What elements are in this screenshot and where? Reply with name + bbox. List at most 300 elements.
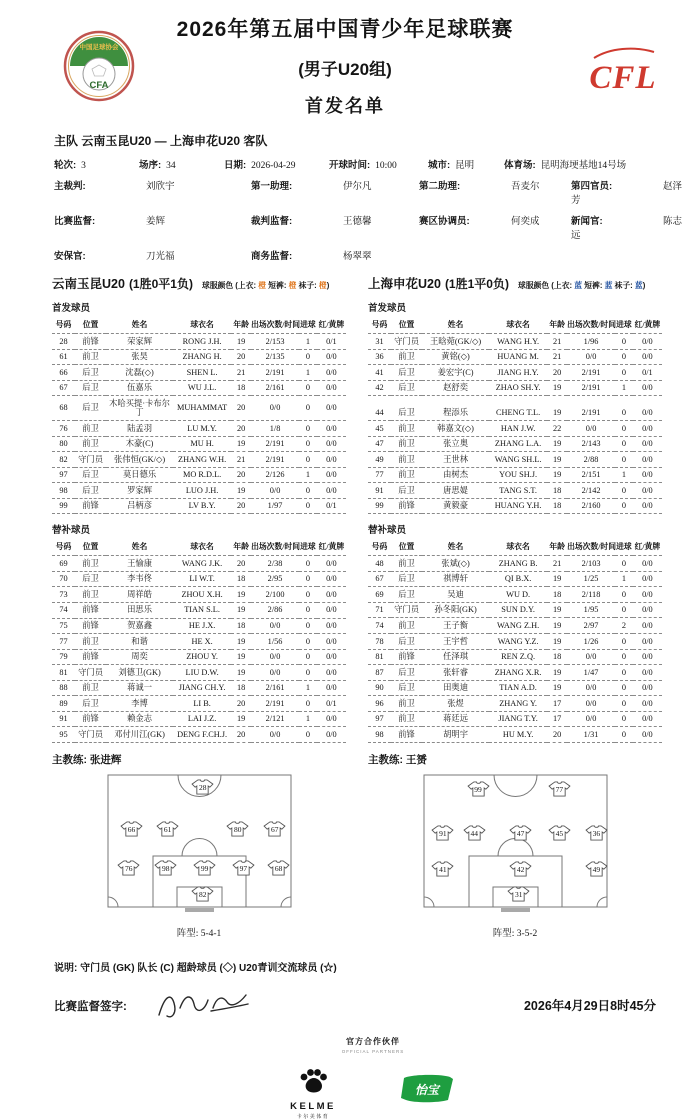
- cell-pos: 后卫: [391, 571, 422, 587]
- col-header: 号码: [52, 539, 75, 556]
- cell-age: 21: [231, 452, 251, 468]
- cell-name: 黄铭(◇): [422, 349, 489, 365]
- info-value: 杨翠翠: [343, 252, 372, 262]
- cell-num: 44: [368, 396, 391, 421]
- player-jersey: [153, 858, 178, 878]
- player-row: [368, 334, 662, 350]
- cell-goals: 1: [299, 365, 317, 381]
- cell-num: 42: [368, 380, 391, 396]
- info-label: 比赛监督:: [54, 216, 96, 227]
- cell-num: 69: [52, 556, 75, 572]
- formation-line: [368, 925, 662, 939]
- kit-socks-color: 蓝: [634, 281, 643, 290]
- player-row: [368, 696, 662, 712]
- col-header: 出场次数/时间: [251, 539, 299, 556]
- jersey-number: 36: [592, 829, 601, 839]
- cell-name: 木豪(C): [106, 436, 173, 452]
- cell-num: 47: [368, 436, 391, 452]
- cell-jersey: WU D.: [489, 587, 547, 603]
- cell-jersey: HAN J.W.: [489, 421, 547, 437]
- cell-pos: 后卫: [391, 634, 422, 650]
- info-value: 赵泽芳: [571, 182, 683, 206]
- player-jersey: [266, 858, 291, 878]
- roster-table: [52, 539, 346, 742]
- cell-cards: 0/0: [317, 483, 346, 499]
- cell-num: 68: [52, 396, 75, 421]
- cell-age: 19: [547, 680, 567, 696]
- info-label: 场序:: [139, 160, 162, 171]
- jersey-number: 41: [439, 865, 447, 875]
- player-jersey: [462, 823, 487, 843]
- cell-pos: 前卫: [75, 587, 106, 603]
- page-subtitle-group: (男子U20组): [298, 60, 392, 79]
- cell-apps: 0/0: [567, 349, 615, 365]
- cell-goals: 1: [615, 467, 633, 483]
- cell-num: 41: [368, 365, 391, 381]
- team-record: (1胜1平0负): [444, 277, 509, 291]
- formation-pitch-wrap: [52, 774, 346, 914]
- cell-apps: 2/191: [251, 452, 299, 468]
- jersey-number: 28: [198, 782, 207, 792]
- col-header: 号码: [368, 317, 391, 334]
- player-jersey: [116, 858, 141, 878]
- player-row: [52, 680, 346, 696]
- cell-jersey: LIU D.W.: [173, 665, 231, 681]
- cell-name: 莫日德乐: [106, 467, 173, 483]
- cell-apps: 2/191: [567, 396, 615, 421]
- cell-cards: 0/0: [633, 380, 662, 396]
- cell-name: 沈磊(◇): [106, 365, 173, 381]
- cell-goals: 0: [615, 421, 633, 437]
- player-row: [368, 396, 662, 421]
- info-label: 体育场:: [504, 160, 536, 171]
- formation-value: 3-5-2: [516, 928, 538, 939]
- player-jersey: [192, 858, 217, 878]
- player-jersey: [430, 823, 455, 843]
- cell-name: 周奕: [106, 649, 173, 665]
- cell-num: 67: [368, 571, 391, 587]
- cell-goals: 0: [615, 396, 633, 421]
- jersey-number: 80: [234, 825, 242, 835]
- cell-pos: 后卫: [391, 396, 422, 421]
- cell-jersey: WANG Z.H.: [489, 618, 547, 634]
- cell-num: 98: [368, 727, 391, 743]
- player-jersey: [231, 858, 256, 878]
- col-header: 号码: [368, 539, 391, 556]
- cell-name: 周祥皓: [106, 587, 173, 603]
- cell-num: 45: [368, 421, 391, 437]
- cell-goals: 0: [299, 421, 317, 437]
- cell-jersey: ZHOU Y.: [173, 649, 231, 665]
- col-header: 红/黄牌: [633, 317, 662, 334]
- header-row: [368, 317, 662, 334]
- col-header: 出场次数/时间: [567, 317, 615, 334]
- coach-line: [368, 752, 662, 767]
- col-header: 进球: [615, 539, 633, 556]
- kit-colors: 球服颜色 (上衣: 蓝 短裤: 蓝 袜子: 蓝): [517, 281, 646, 290]
- official-pair: [571, 213, 690, 241]
- cell-age: 22: [547, 421, 567, 437]
- cell-cards: 0/0: [633, 680, 662, 696]
- official-pair: [54, 248, 251, 262]
- info-label: 第四官员:: [571, 181, 613, 192]
- cell-jersey: ZHANG B.: [489, 556, 547, 572]
- col-header: 年龄: [231, 317, 251, 334]
- cell-goals: 0: [299, 556, 317, 572]
- cell-cards: 0/0: [317, 711, 346, 727]
- cell-jersey: DENG F.CH.J.: [173, 727, 231, 743]
- cell-cards: 0/0: [317, 452, 346, 468]
- cell-age: 21: [231, 365, 251, 381]
- col-header: 姓名: [106, 317, 173, 334]
- match-info-line: [54, 157, 690, 171]
- cell-cards: 0/0: [633, 727, 662, 743]
- teams-section: [0, 274, 690, 939]
- official-pair: [54, 213, 251, 241]
- formation-label: 阵型:: [176, 928, 199, 939]
- coach-label: 主教练:: [368, 753, 403, 766]
- player-row: [52, 396, 346, 421]
- player-row: [368, 602, 662, 618]
- col-header: 红/黄牌: [317, 317, 346, 334]
- match-info-pair: [504, 157, 626, 171]
- officials-row: [54, 248, 690, 262]
- cell-goals: 0: [299, 498, 317, 514]
- cell-goals: 0: [299, 665, 317, 681]
- cell-pos: 守门员: [75, 665, 106, 681]
- cell-jersey: QI B.X.: [489, 571, 547, 587]
- info-label: 新闻官:: [571, 216, 603, 227]
- cell-age: 18: [547, 498, 567, 514]
- matchup-line: 主队 云南玉昆U20 — 上海申花U20 客队: [54, 134, 268, 148]
- yibao-wordmark: 怡宝: [414, 1082, 439, 1097]
- cell-apps: 0/0: [567, 696, 615, 712]
- cell-age: 19: [547, 467, 567, 483]
- cell-age: 20: [231, 467, 251, 483]
- cell-pos: 前卫: [75, 421, 106, 437]
- cell-name: 张煜: [422, 696, 489, 712]
- cell-pos: 后卫: [391, 665, 422, 681]
- cell-cards: 0/0: [633, 571, 662, 587]
- formation-pitch: [107, 774, 292, 914]
- cell-pos: 前卫: [75, 634, 106, 650]
- team-header: [368, 274, 662, 292]
- info-value: 姜辉: [146, 217, 166, 227]
- cell-jersey: MUHAMMAT: [173, 396, 231, 421]
- cell-goals: 0: [299, 618, 317, 634]
- cell-age: 20: [231, 396, 251, 421]
- cell-name: 姜宏宇(C): [422, 365, 489, 381]
- player-row: [368, 483, 662, 499]
- roster-table: [368, 317, 662, 514]
- kit-colors: 球服颜色 (上衣: 橙 短裤: 橙 袜子: 橙): [201, 281, 330, 290]
- cell-goals: 0: [299, 649, 317, 665]
- cell-num: 76: [52, 421, 75, 437]
- cell-jersey: HU M.Y.: [489, 727, 547, 743]
- cell-age: 20: [231, 421, 251, 437]
- col-header: 球衣名: [489, 317, 547, 334]
- cell-goals: 0: [299, 380, 317, 396]
- col-header: 位置: [75, 539, 106, 556]
- info-value: 伊尔凡: [343, 182, 372, 192]
- cell-num: 61: [52, 349, 75, 365]
- cell-apps: 2/103: [567, 556, 615, 572]
- cell-goals: 0: [615, 696, 633, 712]
- cell-goals: 0: [615, 665, 633, 681]
- cell-apps: 2/191: [251, 436, 299, 452]
- cell-name: 程添乐: [422, 396, 489, 421]
- cell-cards: 0/0: [633, 421, 662, 437]
- cell-name: 贺嘉鑫: [106, 618, 173, 634]
- cell-goals: 0: [299, 727, 317, 743]
- info-label: 主裁判:: [54, 181, 86, 192]
- cell-goals: 0: [299, 587, 317, 603]
- cell-jersey: TIAN A.D.: [489, 680, 547, 696]
- cell-age: 19: [547, 571, 567, 587]
- cell-name: 赵舒奕: [422, 380, 489, 396]
- cell-name: 和谐: [106, 634, 173, 650]
- player-jersey: [119, 819, 144, 839]
- jersey-number: 42: [516, 865, 525, 875]
- cell-name: 张轩睿: [422, 665, 489, 681]
- cell-cards: 0/0: [317, 649, 346, 665]
- cell-jersey: LAI J.Z.: [173, 711, 231, 727]
- player-jersey: [430, 859, 455, 879]
- cell-num: 74: [52, 602, 75, 618]
- info-label: 安保官:: [54, 251, 86, 262]
- cell-cards: 0/0: [317, 571, 346, 587]
- officials-block: [54, 178, 690, 262]
- cell-goals: 0: [299, 436, 317, 452]
- roster-table: [368, 539, 662, 742]
- info-label: 赛区协调员:: [419, 216, 470, 227]
- col-header: 进球: [299, 317, 317, 334]
- partners-subtitle: OFFICIAL PARTNERS: [341, 1048, 405, 1054]
- cell-num: 89: [52, 696, 75, 712]
- cell-name: 任泽琪: [422, 649, 489, 665]
- cell-pos: 前锋: [75, 334, 106, 350]
- cell-age: 19: [231, 634, 251, 650]
- player-row: [52, 665, 346, 681]
- cell-name: 木哈买提·卡布尔丁: [106, 396, 173, 421]
- cell-num: 77: [368, 467, 391, 483]
- cell-age: 19: [547, 634, 567, 650]
- cell-num: 81: [52, 665, 75, 681]
- player-jersey: [190, 777, 215, 797]
- player-row: [368, 727, 662, 743]
- team-name: 上海申花U20: [368, 277, 441, 291]
- cell-name: 伍嘉乐: [106, 380, 173, 396]
- player-row: [368, 498, 662, 514]
- cell-name: 王晗菀(GK/◇): [422, 334, 489, 350]
- cell-pos: 前锋: [75, 711, 106, 727]
- cell-cards: 0/0: [317, 556, 346, 572]
- cell-goals: 1: [299, 467, 317, 483]
- cell-age: 20: [231, 349, 251, 365]
- cell-num: 79: [52, 649, 75, 665]
- cell-jersey: ZHANG W.H.: [173, 452, 231, 468]
- cell-name: 赖金志: [106, 711, 173, 727]
- col-header: 姓名: [422, 539, 489, 556]
- cell-apps: 0/0: [251, 649, 299, 665]
- info-value: 10:00: [375, 161, 397, 171]
- cell-pos: 后卫: [75, 571, 106, 587]
- cell-goals: 2: [615, 618, 633, 634]
- info-value: 吾麦尔: [511, 182, 540, 192]
- cell-cards: 0/1: [633, 365, 662, 381]
- cell-num: 99: [368, 498, 391, 514]
- col-header: 号码: [52, 317, 75, 334]
- cell-goals: 0: [299, 602, 317, 618]
- cell-cards: 0/0: [633, 665, 662, 681]
- cell-num: 28: [52, 334, 75, 350]
- jersey-number: 67: [271, 825, 279, 835]
- cell-num: 87: [368, 665, 391, 681]
- coach-label: 主教练:: [52, 753, 87, 766]
- col-header: 出场次数/时间: [567, 539, 615, 556]
- cell-name: 田奥迪: [422, 680, 489, 696]
- player-row: [52, 556, 346, 572]
- player-row: [368, 421, 662, 437]
- cell-apps: 2/160: [567, 498, 615, 514]
- cell-goals: 1: [615, 380, 633, 396]
- player-row: [52, 349, 346, 365]
- player-jersey: [225, 819, 250, 839]
- cell-jersey: MO R.D.L.: [173, 467, 231, 483]
- cell-age: 21: [547, 334, 567, 350]
- cell-name: 陆孟羽: [106, 421, 173, 437]
- info-label: 城市:: [428, 160, 451, 171]
- cell-cards: 0/0: [633, 467, 662, 483]
- cell-age: 20: [231, 498, 251, 514]
- col-header: 位置: [391, 539, 422, 556]
- match-info-pair: [54, 157, 139, 171]
- player-row: [52, 334, 346, 350]
- cell-cards: 0/0: [317, 680, 346, 696]
- team-column: [368, 274, 662, 939]
- player-row: [52, 571, 346, 587]
- page-title: 2026年第五届中国青少年足球联赛: [176, 18, 514, 41]
- cell-apps: 0/0: [567, 421, 615, 437]
- cell-num: 77: [52, 634, 75, 650]
- cell-goals: 0: [615, 436, 633, 452]
- cell-pos: 守门员: [75, 452, 106, 468]
- cell-jersey: WU J.L.: [173, 380, 231, 396]
- cell-apps: 1/96: [567, 334, 615, 350]
- cell-num: 70: [52, 571, 75, 587]
- player-row: [52, 380, 346, 396]
- cell-goals: 1: [299, 711, 317, 727]
- cell-age: 20: [547, 365, 567, 381]
- cell-num: 31: [368, 334, 391, 350]
- jersey-number: 76: [124, 863, 133, 873]
- cell-num: 97: [52, 467, 75, 483]
- cell-age: 18: [547, 587, 567, 603]
- cell-cards: 0/0: [317, 396, 346, 421]
- cell-age: 19: [547, 618, 567, 634]
- info-label: 裁判监督:: [251, 216, 293, 227]
- cell-apps: 1/25: [567, 571, 615, 587]
- player-row: [368, 649, 662, 665]
- cell-apps: 1/31: [567, 727, 615, 743]
- official-pair: [419, 213, 571, 241]
- cell-num: 81: [368, 649, 391, 665]
- cell-num: 69: [368, 587, 391, 603]
- player-jersey: [508, 823, 533, 843]
- cell-num: 74: [368, 618, 391, 634]
- signature-row: [54, 986, 690, 1026]
- signature-label: 比赛监督签字:: [54, 1000, 127, 1013]
- sign-datetime: 2026年4月29日8时45分: [523, 998, 656, 1013]
- cell-cards: 0/0: [633, 452, 662, 468]
- cell-pos: 守门员: [75, 727, 106, 743]
- cell-age: 19: [231, 665, 251, 681]
- cell-name: 孙冬阳(GK): [422, 602, 489, 618]
- jersey-number: 31: [514, 890, 523, 900]
- player-row: [368, 380, 662, 396]
- cell-name: 王愉康: [106, 556, 173, 572]
- cell-age: 19: [547, 602, 567, 618]
- team-name: 云南玉昆U20: [52, 277, 125, 291]
- cell-apps: 2/100: [251, 587, 299, 603]
- cell-apps: 2/191: [251, 365, 299, 381]
- cell-jersey: RONG J.H.: [173, 334, 231, 350]
- kit-shirt-color: 蓝: [574, 281, 583, 290]
- cell-age: 19: [231, 334, 251, 350]
- header-row: [52, 539, 346, 556]
- cell-goals: 0: [615, 483, 633, 499]
- cell-jersey: LV B.Y.: [173, 498, 231, 514]
- cell-pos: 前卫: [75, 680, 106, 696]
- cell-pos: 后卫: [75, 696, 106, 712]
- cell-age: 18: [231, 618, 251, 634]
- cell-age: 19: [231, 483, 251, 499]
- cell-num: 73: [52, 587, 75, 603]
- official-pair: [419, 178, 571, 206]
- cell-name: 邓付川江(GK): [106, 727, 173, 743]
- cell-goals: 0: [615, 587, 633, 603]
- info-label: 第一助理:: [251, 181, 293, 192]
- cell-age: 20: [547, 727, 567, 743]
- player-row: [368, 452, 662, 468]
- info-label: 第二助理:: [419, 181, 461, 192]
- info-value: 昆明: [455, 161, 475, 171]
- cell-name: 黄毅豪: [422, 498, 489, 514]
- cell-jersey: ZHANG L.A.: [489, 436, 547, 452]
- cell-pos: 守门员: [391, 334, 422, 350]
- col-header: 年龄: [547, 317, 567, 334]
- cell-name: 吴迪: [422, 587, 489, 603]
- coach-name: 王赟: [405, 753, 427, 766]
- player-row: [368, 349, 662, 365]
- roster-table: [52, 317, 346, 514]
- jersey-number: 44: [470, 829, 479, 839]
- formation-value: 5-4-1: [200, 928, 222, 939]
- cell-cards: 0/0: [317, 602, 346, 618]
- cell-apps: 1/95: [567, 602, 615, 618]
- player-row: [52, 436, 346, 452]
- player-jersey: [547, 823, 572, 843]
- cell-age: 19: [231, 602, 251, 618]
- cell-apps: 0/0: [567, 711, 615, 727]
- header-row: [368, 539, 662, 556]
- jersey-number: 82: [198, 890, 207, 900]
- col-header: 位置: [75, 317, 106, 334]
- cell-apps: 2/121: [251, 711, 299, 727]
- col-header: 球衣名: [489, 539, 547, 556]
- cell-goals: 0: [615, 602, 633, 618]
- cell-name: 李博: [106, 696, 173, 712]
